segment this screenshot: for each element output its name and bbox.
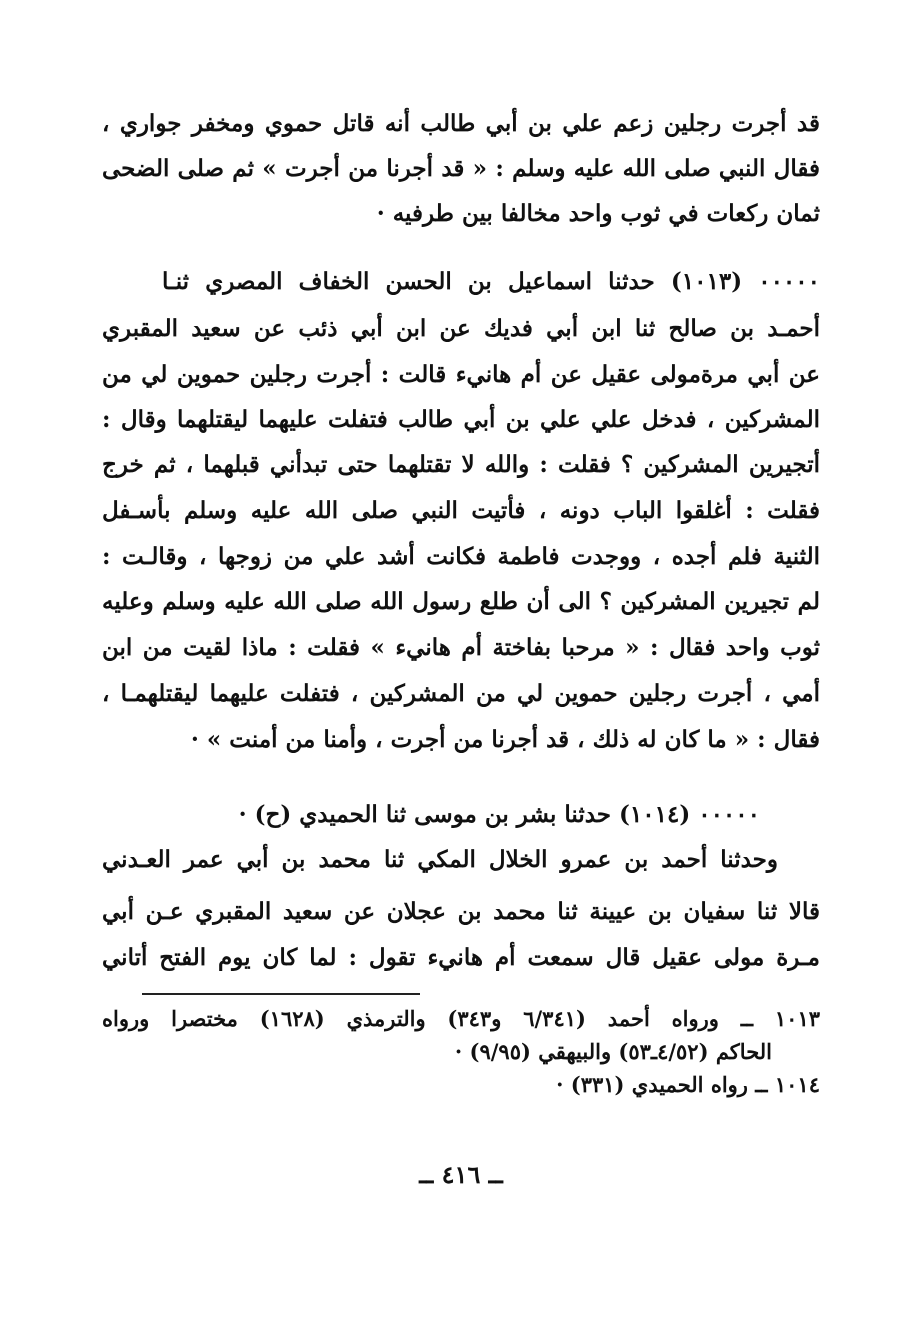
text-line: مـرة مولى عقيل قال سمعت أم هانيء تقول : لما كان يوم الفتح أتاني — [102, 944, 820, 971]
text-line: فقلت : أغلقوا الباب دونه ، فأتيت النبي صلى الله عليه وسلم بأسـفل — [102, 497, 820, 524]
footnotes — [102, 1004, 820, 1104]
text-line: وحدثنا أحمد بن عمرو الخلال المكي ثنا محمد بن أبي عمر العـدني — [102, 846, 778, 873]
hadith-heading: ٠٠٠٠٠ (١٠١٣) حدثنا اسماعيل بن الحسن الخفاف المصري ثنـا — [162, 268, 820, 295]
text-line: ثمان ركعات في ثوب واحد مخالفا بين طرفيه · — [376, 200, 820, 227]
footnote-line: ١٠١٣ ــ ورواه أحمد (٦/٣٤١ و٣٤٣) والترمذي (١٦٢٨) مختصرا ورواه — [102, 1006, 821, 1031]
text-line: فقال : « ما كان له ذلك ، قد أجرنا من أجرت ، وأمنا من أمنت » · — [190, 726, 820, 753]
text-line: لم تجيرين المشركين ؟ الى أن طلع رسول الله صلى الله عليه وسلم وعليه — [102, 588, 820, 615]
text-line: قد أجرت رجلين زعم علي بن أبي طالب أنه قاتل حموي ومخفر جواري ، — [102, 110, 820, 137]
text-line: أحمـد بن صالح ثنا ابن أبي فديك عن ابن أبي ذئب عن سعيد المقبري — [102, 315, 820, 342]
text-line: المشركين ، فدخل علي علي بن أبي طالب فتفلت عليهما ليقتلهما وقال : — [102, 406, 820, 433]
text-line: فقال النبي صلى الله عليه وسلم : « قد أجرنا من أجرت » ثم صلى الضحى — [102, 155, 820, 182]
text-line: عن أبي مرةمولى عقيل عن أم هانيء قالت : أجرت رجلين حموين لي من — [102, 361, 820, 388]
paragraph-hadith-1014 — [102, 800, 820, 980]
text-line: الثنية فلم أجده ، ووجدت فاطمة فكانت أشد علي من زوجها ، وقالـت : — [102, 543, 820, 570]
text-line: أتجيرين المشركين ؟ فقلت : والله لا تقتلهما حتى تبدأني قبلهما ، ثم خرج — [102, 451, 820, 478]
text-line: أمي ، أجرت رجلين حموين لي من المشركين ، فتفلت عليهما ليقتلهمـا ، — [102, 680, 820, 707]
paragraph-hadith-1013 — [102, 267, 820, 767]
hadith-heading: ٠٠٠٠٠ (١٠١٤) حدثنا بشر بن موسى ثنا الحميدي (ح) · — [238, 801, 760, 828]
footnote-line: الحاكم (٤/٥٢ـ٥٣) والبيهقي (٩/٩٥) · — [454, 1039, 772, 1064]
paragraph-1 — [102, 109, 820, 229]
text-line: ثوب واحد فقال : « مرحبا بفاختة أم هانيء » فقلت : ماذا لقيت من ابن — [102, 634, 820, 661]
text-line: قالا ثنا سفيان بن عيينة ثنا محمد بن عجلان عن سعيد المقبري عـن أبي — [102, 898, 820, 925]
footnote-line: ١٠١٤ ــ رواه الحميدي (٣٣١) · — [556, 1072, 820, 1097]
footnote-divider — [142, 993, 420, 995]
page-number: ــ ٤١٦ ــ — [419, 1160, 503, 1189]
